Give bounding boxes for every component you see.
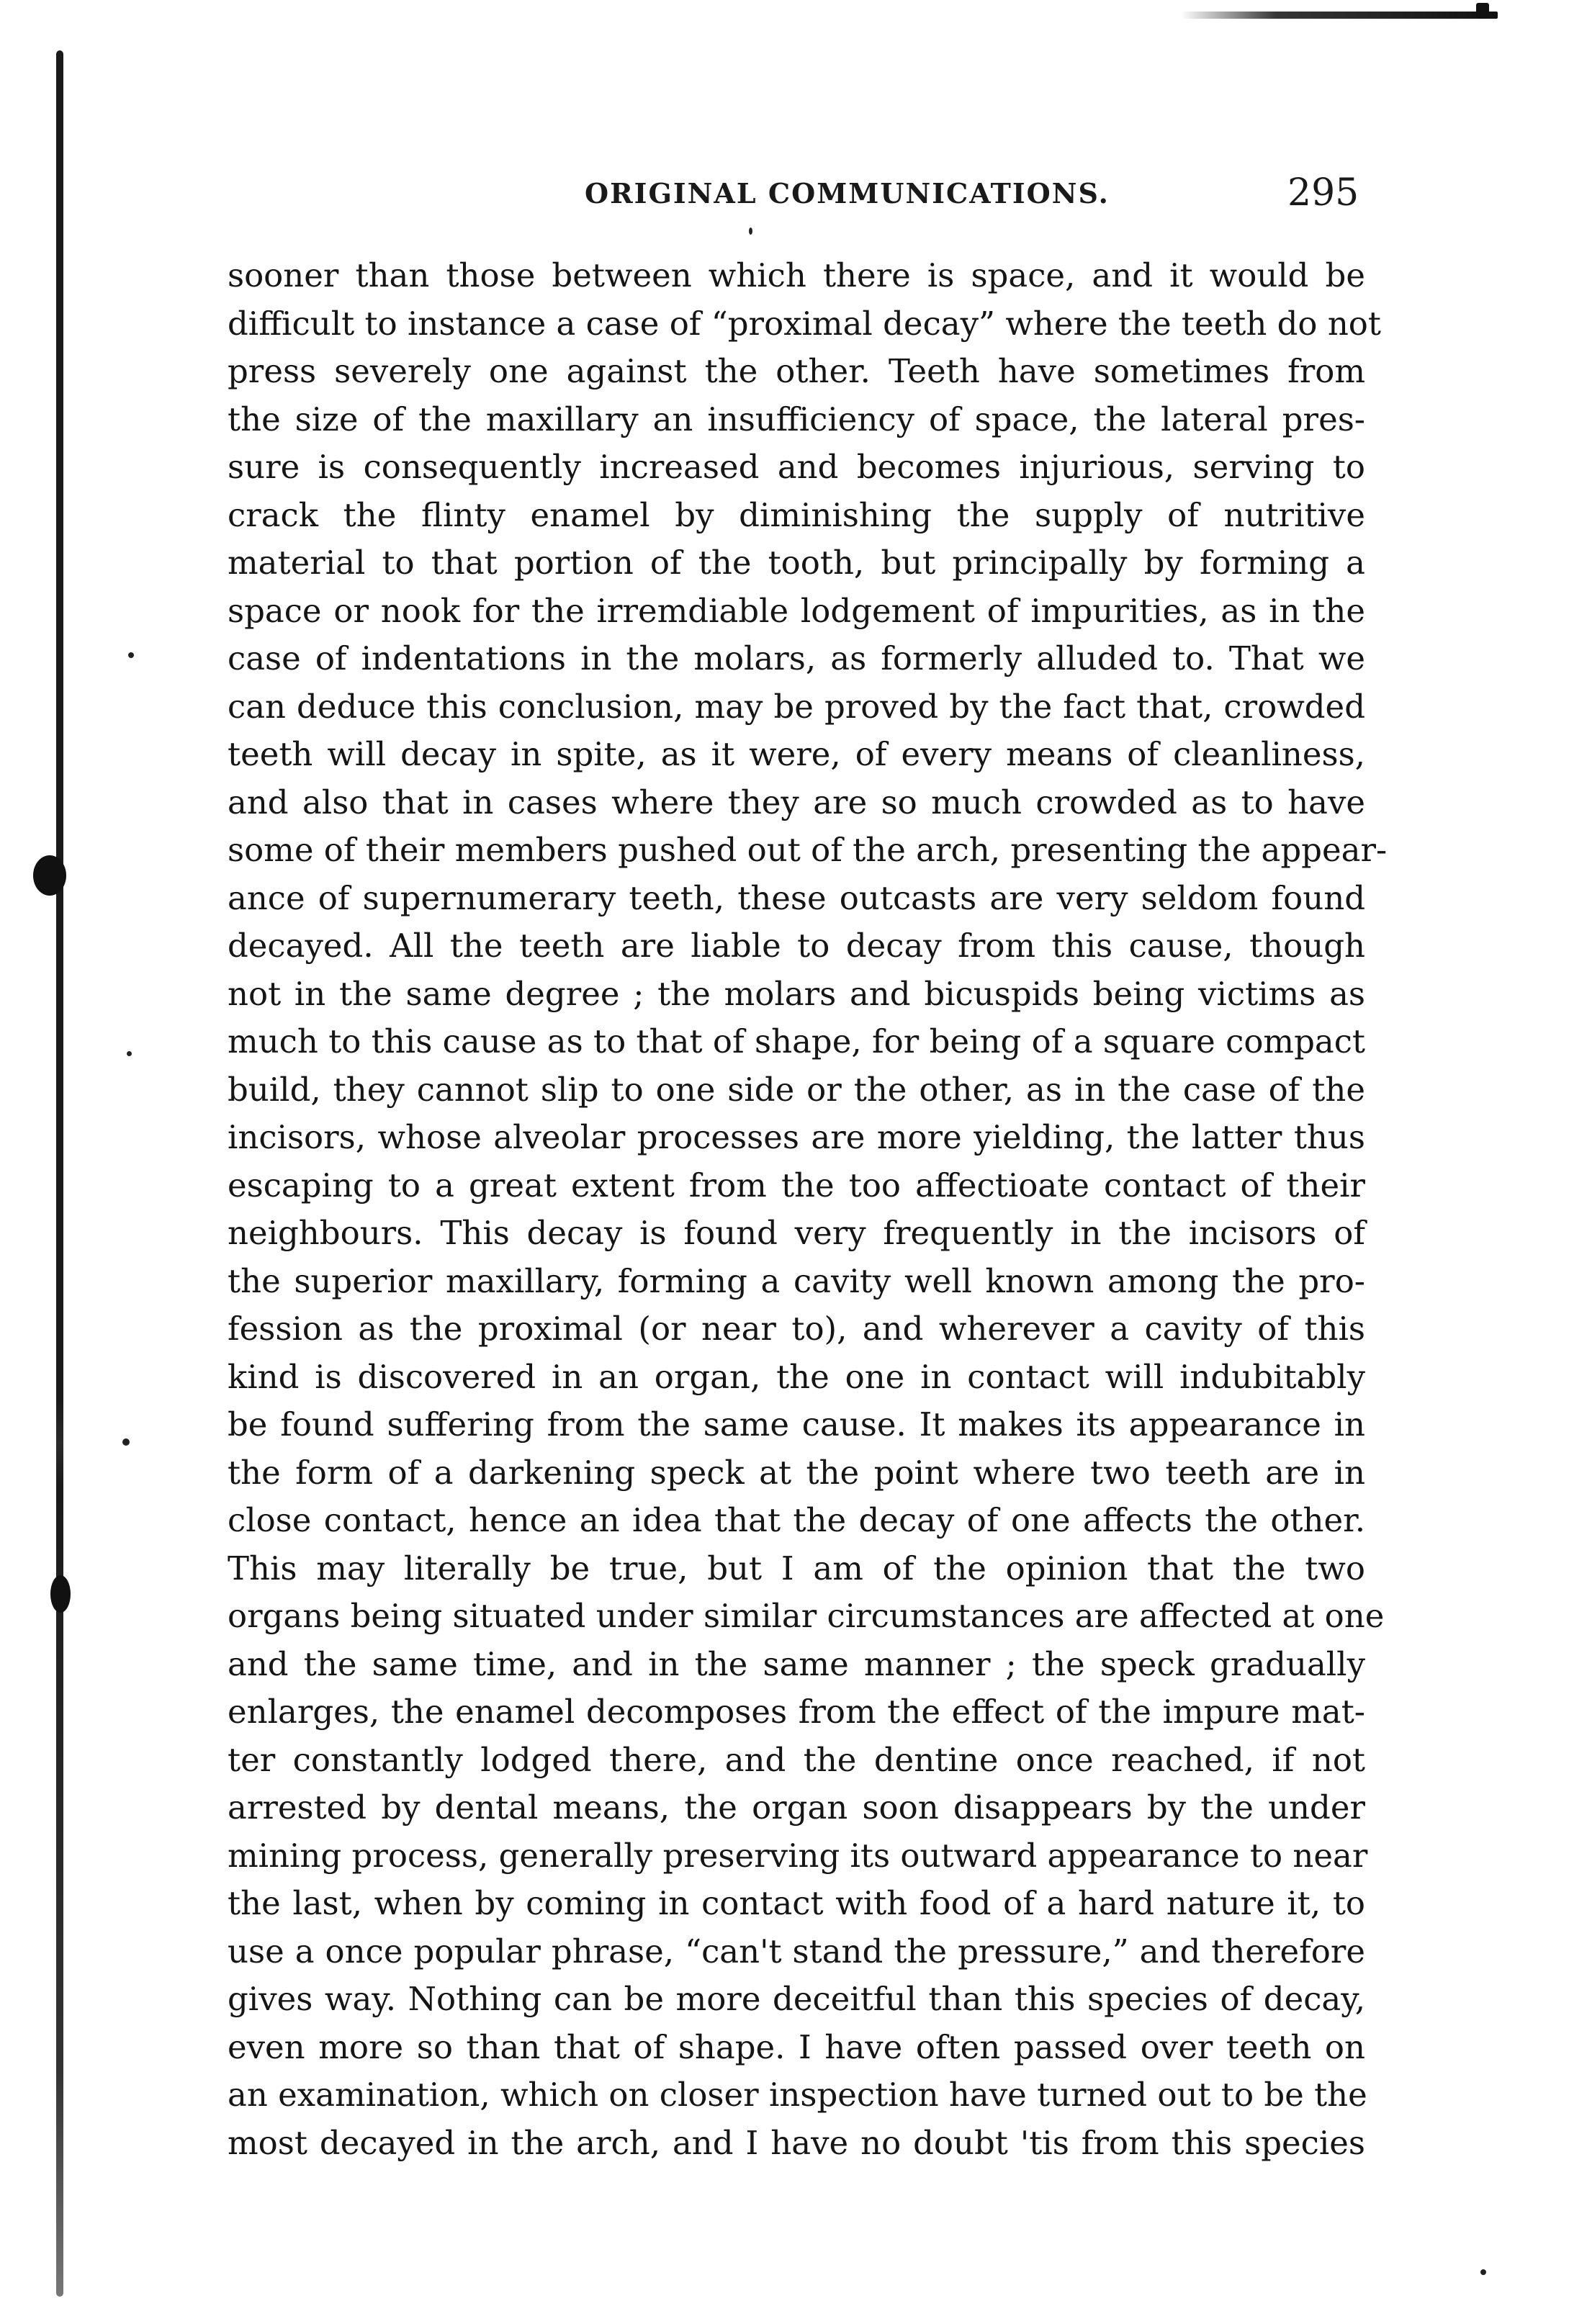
text-line: fession as the proximal (or near to), and wherever a cavity of this xyxy=(228,1310,1365,1348)
text-line: ter constantly lodged there, and the dentine once reached, if not xyxy=(228,1740,1365,1779)
text-line: This may literally be true, but I am of the opinion that the two xyxy=(228,1549,1365,1587)
text-line: space or nook for the irremdiable lodgement of impurities, as in the xyxy=(228,591,1365,630)
binding-ink-blot xyxy=(50,1575,71,1613)
margin-speck xyxy=(749,228,752,235)
text-line: case of indentations in the molars, as formerly alluded to. That we xyxy=(228,639,1365,677)
text-line: teeth will decay in spite, as it were, of every means of cleanliness, xyxy=(228,735,1365,773)
text-line: crack the flinty enamel by diminishing the supply of nutritive xyxy=(228,495,1365,534)
text-line: arrested by dental means, the organ soon disappears by the under xyxy=(228,1788,1365,1827)
text-line: difficult to instance a case of “proximal decay” where the teeth do not xyxy=(228,304,1381,343)
text-line: decayed. All the teeth are liable to decay from this cause, though xyxy=(228,927,1365,965)
page-number: 295 xyxy=(1287,171,1359,215)
running-header xyxy=(0,171,1587,222)
text-line: gives way. Nothing can be more deceitful than this species of decay, xyxy=(228,1980,1365,2018)
margin-speck xyxy=(128,652,134,658)
margin-speck xyxy=(1480,2269,1486,2275)
text-line: an examination, which on closer inspection have turned out to be the xyxy=(228,2076,1367,2114)
text-line: most decayed in the arch, and I have no doubt 'tis from this species xyxy=(228,2123,1365,2162)
text-line: the last, when by coming in contact with food of a hard nature it, to xyxy=(228,1884,1365,1922)
text-line: ance of supernumerary teeth, these outcasts are very seldom found xyxy=(228,878,1365,917)
text-line: be found suffering from the same cause. It makes its appearance in xyxy=(228,1405,1365,1444)
binding-edge-line xyxy=(56,50,63,2297)
text-line: mining process, generally preserving its outward appearance to near xyxy=(228,1836,1368,1875)
text-line: neighbours. This decay is found very frequently in the incisors of xyxy=(228,1214,1365,1252)
text-line: material to that portion of the tooth, but principally by forming a xyxy=(228,544,1365,582)
text-line: organs being situated under similar circumstances are affected at one xyxy=(228,1597,1385,1635)
text-line: even more so than that of shape. I have often passed over teeth on xyxy=(228,2027,1365,2066)
margin-speck xyxy=(127,1051,132,1056)
text-line: the size of the maxillary an insufficiency of space, the lateral pres- xyxy=(228,400,1365,438)
top-edge-rule xyxy=(1181,12,1498,19)
text-line: can deduce this conclusion, may be proved by the fact that, crowded xyxy=(228,687,1365,726)
text-line: use a once popular phrase, “can't stand the pressure,” and therefore xyxy=(228,1932,1365,1971)
running-title: ORIGINAL COMMUNICATIONS. xyxy=(585,177,1110,210)
binding-ink-blot xyxy=(33,855,66,896)
text-line: some of their members pushed out of the arch, presenting the appear- xyxy=(228,831,1388,869)
text-line: close contact, hence an idea that the decay of one affects the other. xyxy=(228,1501,1365,1539)
top-edge-mark xyxy=(1476,3,1489,19)
text-line: not in the same degree ; the molars and bicuspids being victims as xyxy=(228,974,1365,1013)
text-line: the form of a darkening speck at the point where two teeth are in xyxy=(228,1453,1365,1492)
text-line: kind is discovered in an organ, the one in contact will indubitably xyxy=(228,1357,1365,1396)
text-line: escaping to a great extent from the too affectioate contact of their xyxy=(228,1166,1365,1204)
text-line: much to this cause as to that of shape, for being of a square compact xyxy=(228,1022,1365,1060)
body-text xyxy=(228,252,1388,2167)
text-line: press severely one against the other. Teeth have sometimes from xyxy=(228,352,1365,390)
text-line: and the same time, and in the same manner ; the speck gradually xyxy=(228,1644,1365,1683)
text-line: sure is consequently increased and becomes injurious, serving to xyxy=(228,448,1365,486)
text-line: enlarges, the enamel decomposes from the effect of the impure mat- xyxy=(228,1693,1365,1731)
margin-speck xyxy=(122,1438,130,1446)
text-line: the superior maxillary, forming a cavity well known among the pro- xyxy=(228,1261,1365,1300)
text-line: build, they cannot slip to one side or the other, as in the case of the xyxy=(228,1070,1365,1109)
text-line: and also that in cases where they are so much crowded as to have xyxy=(228,783,1365,821)
text-line: incisors, whose alveolar processes are more yielding, the latter thus xyxy=(228,1118,1365,1156)
text-line: sooner than those between which there is space, and it would be xyxy=(228,256,1365,294)
